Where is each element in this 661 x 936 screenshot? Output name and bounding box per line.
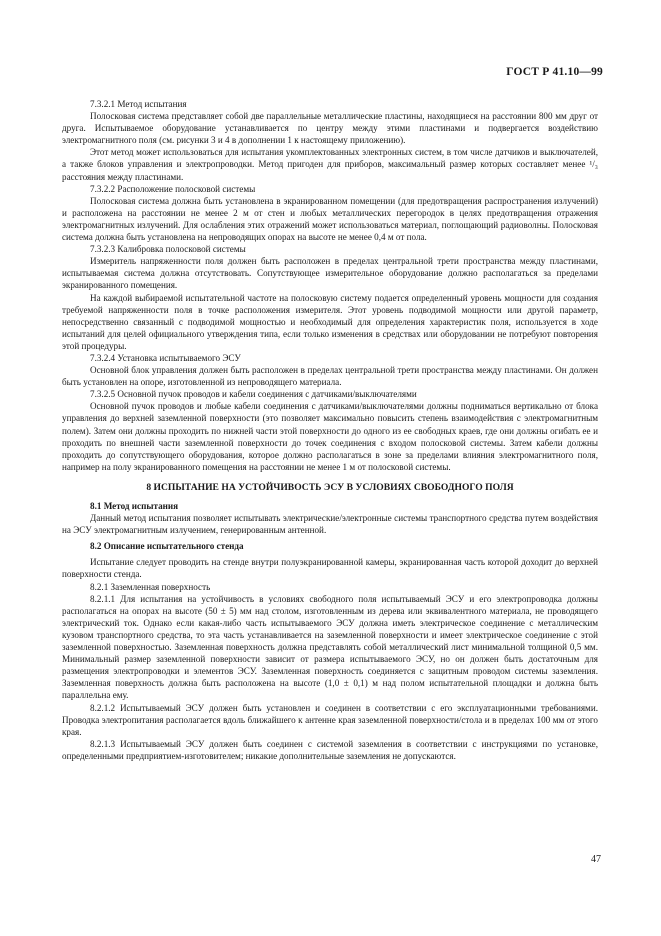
subsection-heading: 7.3.2.5 Основной пучок проводов и кабели соединения с датчиками/выключателями — [90, 389, 417, 400]
subsection-heading-bold: 8.1 Метод испытания — [90, 501, 179, 511]
paragraph: Полосковая система должна быть установлена в экранированном помещении (для предотвращения распространения излучений) и расположена на расстоянии не менее 2 м от стен и любых металлических перегородок в целях предотвращения отражения электромагнитных излучений. Для ослабления этих отражений может использоваться материал, поглощающий радиоволны. Полосковая система должна быть установлена на непроводящих опорах на высоте не менее 0,4 м от пола. — [62, 195, 598, 243]
section-heading: 8 ИСПЫТАНИЕ НА УСТОЙЧИВОСТЬ ЭСУ В УСЛОВИЯХ СВОБОДНОГО ПОЛЯ — [146, 481, 514, 493]
paragraph: Измеритель напряженности поля должен быть расположен в пределах центральной трети пространства между пластинами, испытываемая система должна отсутствовать. Сопутствующее измерительное оборудование должно располагаться за пределами экранированного помещения. — [62, 256, 598, 291]
paragraph: Полосковая система представляет собой две параллельные металлические пластины, находящиеся на расстоянии 800 мм друг от друга. Испытываемое оборудование устанавливается по центру между этими пластинами и подвергается воздействию электромагнитного поля (см. рисунки 3 и 4 в дополнении 1 к настоящему приложению). — [62, 111, 598, 146]
document-body — [62, 98, 598, 762]
subsection-heading: 7.3.2.4 Установка испытываемого ЭСУ — [90, 352, 241, 363]
paragraph: Испытание следует проводить на стенде внутри полуэкранированной камеры, экранированная часть которой доходит до верхней поверхности стенда. — [62, 557, 598, 580]
page-number: 47 — [591, 854, 601, 865]
paragraph: Данный метод испытания позволяет испытывать электрические/электронные системы транспортного средства путем воздействия на ЭСУ электромагнитным излучением, генерированным антенной. — [62, 513, 598, 536]
paragraph: 8.2.1.3 Испытываемый ЭСУ должен быть соединен с системой заземления в соответствии с инструкциями по установке, определенными предприятием-изготовителем; никакие дополнительные заземления не допускаются. — [62, 738, 598, 761]
subsection-heading: 7.3.2.2 Расположение полосковой системы — [90, 183, 256, 194]
paragraph: Этот метод может использоваться для испытания укомплектованных электронных систем, в том числе датчиков и выключателей, а также блоков управления и электропроводки. Метод пригоден для приборов, максимальный размер которых составляет менее ¹/₃ расстояния между пластинами. — [62, 147, 598, 182]
subsection-heading-bold: 8.2 Описание испытательного стенда — [90, 541, 244, 552]
standard-header: ГОСТ Р 41.10—99 — [506, 66, 603, 78]
paragraph: Основной пучок проводов и любые кабели соединения с датчиками/выключателями должны подниматься вертикально от блока управления до верхней заземленной поверхности (это позволяет максимально повысить степень взаимодействия с электромагнитным полем). Затем они должны проходить по нижней части этой поверхности до одного из ее свободных краев, где они должны огибать ее и проходить по внешней части заземленной поверхности до точек соединения с входом полосковой системы. Затем кабели должны проходить до сопутствующего оборудования, которое должно располагаться в зоне за пределами влияния электромагнитного поля, например на полу экранированного помещения на расстоянии не менее 1 м от полосковой системы. — [62, 401, 598, 472]
paragraph: 8.2.1.2 Испытываемый ЭСУ должен быть установлен и соединен в соответствии с его эксплуатационными требованиями. Проводка электропитания располагается вдоль ближайшего к антенне края заземленной поверхности/стола и в пределах 100 мм от этого края. — [62, 702, 598, 737]
paragraph: 8.2.1.1 Для испытания на устойчивость в условиях свободного поля испытываемый ЭСУ и его электропроводка должны располагаться на опорах на высоте (50 ± 5) мм над столом, изготовленным из дерева или эквивалентного материала, не проводящего электрический ток. Однако если какая-либо часть испытываемого ЭСУ должна иметь электрическое соединение с металлическим кузовом транспортного средства, то эта часть устанавливается на заземленной поверхности и имеет электрическое соединение с этой заземленной поверхностью. Заземленная поверхность должна представлять собой металлический лист минимальной толщиной 0,5 мм. Минимальный размер заземленной поверхности зависит от размера испытываемого ЭСУ, но он должен быть достаточным для размещения электропроводки и элементов ЭСУ. Заземленная поверхность соединяется с защитным проводом системы заземления. Заземленная поверхность должна быть расположена на высоте (1,0 ± 0,1) м над полом испытательной площадки и должна быть параллельна ему. — [62, 593, 598, 701]
subsection-heading: 8.2.1 Заземленная поверхность — [90, 581, 211, 592]
subsection-heading: 7.3.2.1 Метод испытания — [90, 99, 187, 109]
paragraph: Основной блок управления должен быть расположен в пределах центральной трети пространства между пластинами. Он должен быть установлен на опоре, изготовленной из непроводящего материала. — [62, 365, 598, 388]
paragraph: На каждой выбираемой испытательной частоте на полосковую систему подается определенный уровень мощности для создания требуемой напряженности поля в точке расположения измерителя. Этот уровень подводимой мощности или другой параметр, непосредственно связанный с подводимой мощностью и необходимый для определения характеристик поля, используется в ходе испытаний для целей официального утверждения типа, если только изменения в средствах или оборудовании не потребуют повторения этой процедуры. — [62, 292, 598, 351]
subsection-heading: 7.3.2.3 Калибровка полосковой системы — [90, 244, 246, 255]
